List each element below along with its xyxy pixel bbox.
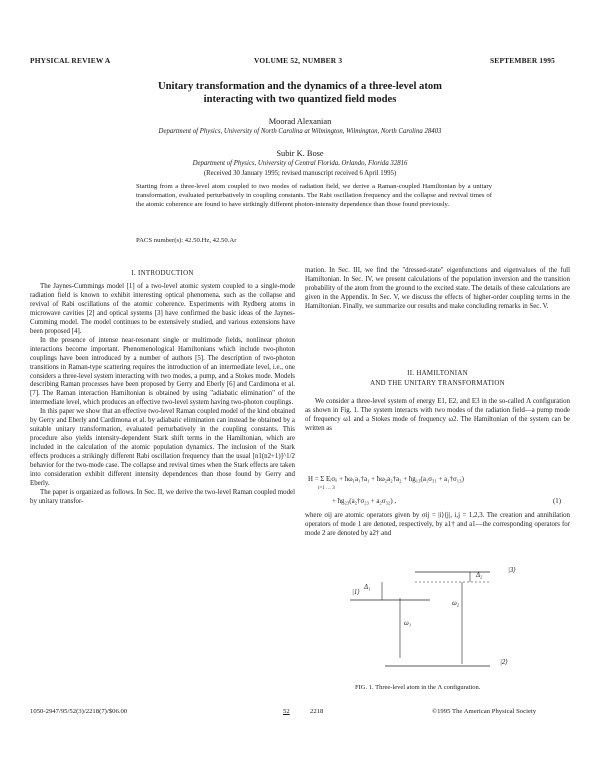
level-diagram	[340, 558, 570, 676]
left-column	[30, 283, 295, 507]
journal-name: PHYSICAL REVIEW A	[30, 56, 111, 65]
delta1-label: Δ₁	[364, 584, 371, 591]
abstract: Starting from a three-level atom coupled to two modes of radiation field, we derive a Raman-coupled Hamiltonian by a unitary transformation, evaluated perturbatively in coupling constants. The Rabi oscillation frequency and the collapse and revival times of the atomic coherence are found to have strikingly different photon-intensity dependence than those found previously.	[136, 183, 492, 208]
paragraph: The Jaynes-Cummings model [1] of a two-level atomic system coupled to a single-mode radiation field is known to exhibit interesting optical phenomena, such as the collapse and revival of Rabi oscillations of the atomic coherence. Experiments with Rydberg atoms in microwave cavities [2] and optical systems [3] have confirmed the basic ideas of the Jaynes-Cumming model. The model continues to be extensively studied, and various extensions have been proposed [4].	[30, 283, 295, 335]
paragraph: where σij are atomic operators given by σij = |i⟩⟨j|, i,j = 1,2,3. The creation and annihilation operators of mode 1 are denoted, respectively, by a1† and a1—the corresponding operators for mode 2 are denoted by a2† and	[305, 512, 570, 537]
paragraph: The paper is organized as follows. In Sec. II, we derive the two-level Raman coupled model by unitary transfor-	[30, 488, 295, 505]
volume-number: VOLUME 52, NUMBER 3	[254, 56, 343, 65]
received-dates: (Received 30 January 1995; revised manuscript received 6 April 1995)	[203, 170, 397, 177]
page-number: 2218	[310, 708, 324, 715]
equation-1-line2: + ħg₂₃(a₂†σ₂₃ + a₂σ₃₂) ,	[332, 498, 397, 505]
footer-code: 1050-2947/95/52(3)/2218(7)/$06.00	[30, 708, 128, 715]
paragraph: mation. In Sec. III, we find the "dressed-state" eigenfunctions and eigenvalues of the full Hamiltonian. In Sec. IV, we present calculations of the population inversion and the transition probability of the atom from the ground to the excited state. The details of these calculations are given in the Appendix. In Sec. V, we discuss the effects of higher-order coupling terms in the Hamiltonian. Finally, we summarize our results and make concluding remarks in Sec. V.	[305, 267, 570, 310]
paragraph: In this paper we show that an effective two-level Raman coupled model of the kind obtained by Gerry and Eberly and Cardimona et al. by adiabatic elimination can instead be obtained by a suitable unitary transformation, evaluated perturbatively in the coupling constants. This procedure also yields intensity-dependent Stark shift terms in the Hamiltonian, which are included in the calculation of the atomic population dynamics. The inclusion of the Stark effects produces a strikingly different Rabi oscillation frequency than the usual [n1(n2+1)]^1/2 behavior for the two-mode case. The collapse and revival times when the Stark effects are taken into consideration exhibit different intensity dependences than those found by Gerry and Eberly.	[30, 408, 295, 487]
figure-1	[340, 558, 570, 676]
equation-1-line1: H = Σ Eᵢσᵢᵢ + ħω₁a₁†a₁ + ħω₂a₂†a₂ + ħg₁₃(a₁σ₃₁ + a₁†σ₁₃)	[308, 476, 464, 483]
figure-caption: FIG. 1. Three-level atom in the Λ configuration.	[355, 684, 481, 691]
level-3-label: |3⟩	[508, 567, 516, 574]
author-affiliation: Department of Physics, University of Central Florida, Orlando, Florida 32816	[192, 160, 408, 167]
section-heading: AND THE UNITARY TRANSFORMATION	[370, 380, 505, 387]
right-column-sec2	[305, 398, 570, 434]
right-column-top	[305, 267, 570, 312]
omega2-label: ω₂	[452, 600, 460, 607]
copyright: ©1995 The American Physical Society	[432, 708, 537, 715]
equation-number: (1)	[553, 498, 562, 505]
delta2-label: Δ₂	[476, 572, 483, 579]
right-column-after-eq	[305, 512, 570, 539]
paper-title-line2: interacting with two quantized field modes	[203, 94, 397, 105]
footer-volume: 52	[283, 708, 290, 715]
section-heading: II. HAMILTONIAN	[407, 370, 468, 377]
author-affiliation: Department of Physics, University of North Carolina at Wilmington, Wilmington, North Carolina 28403	[158, 128, 442, 135]
level-1-label: |1⟩	[352, 589, 360, 596]
author-name: Subir K. Bose	[276, 149, 324, 158]
section-heading: I. INTRODUCTION	[131, 270, 194, 277]
level-2-label: |2⟩	[500, 659, 508, 666]
paper-title-line1: Unitary transformation and the dynamics of a three-level atom	[157, 81, 443, 92]
paragraph: We consider a three-level system of energy E1, E2, and E3 in the so-called Λ configuration as shown in Fig. 1. The system interacts with two modes of the radiation field—a pump mode of frequency ω1 and a Stokes mode of frequency ω2. The Hamiltonian of the system can be written as	[305, 398, 570, 432]
author-name: Moorad Alexanian	[268, 117, 332, 126]
equation-sum-limits: i=1 … 3	[318, 486, 335, 491]
omega1-label: ω₁	[404, 620, 412, 627]
issue-date: SEPTEMBER 1995	[490, 56, 556, 65]
paragraph: In the presence of intense near-resonant single or multimode fields, nonlinear photon interactions become important. Phenomenological Hamiltonians which include two-photon couplings have been introduced by a number of authors [5]. The description of two-photon transitions in Raman-type scattering requires the introduction of an intermediate level, i.e., one considers a three-level system interacting with two modes, a pump, and a Stokes mode. Models describing Raman processes have been proposed by Gerry and Eberly [6] and Cardimona et al. [7]. The Raman interaction Hamiltonian is obtained by using "adiabatic elimination" of the intermediate level, which produces an effective two-level system having two-photon couplings.	[30, 336, 295, 407]
pacs-numbers: PACS number(s): 42.50.Hz, 42.50.Ar	[136, 237, 237, 244]
